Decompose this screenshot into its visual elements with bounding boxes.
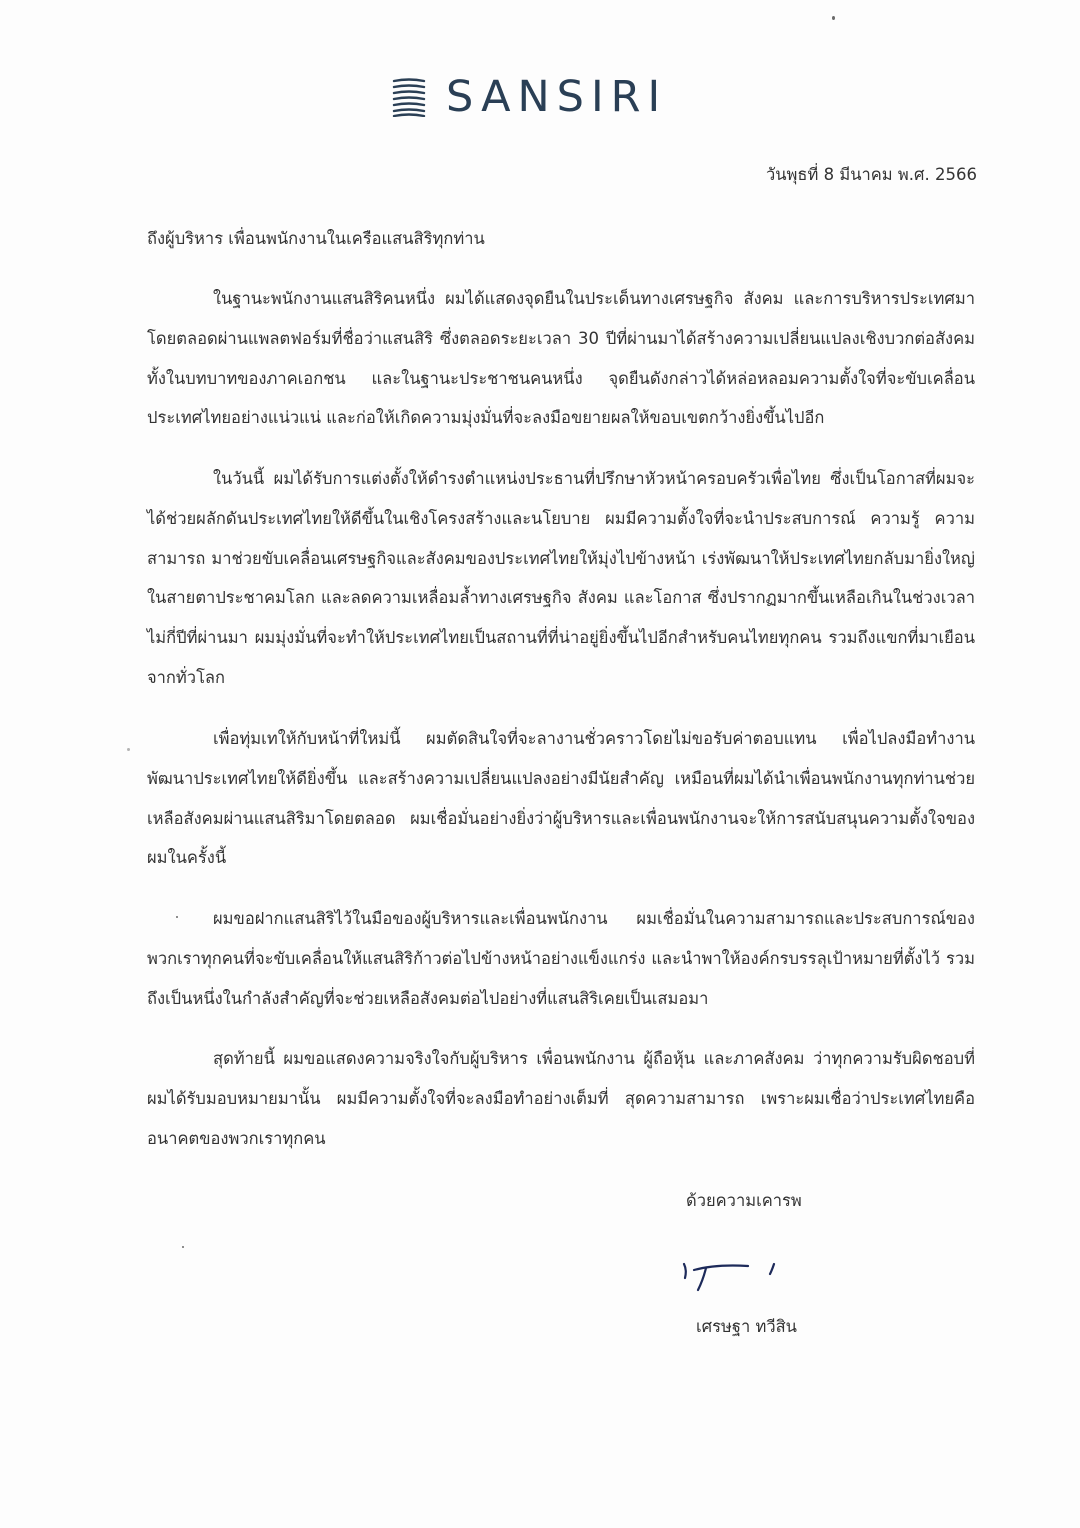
salutation: ถึงผู้บริหาร เพื่อนพนักงานในเครือแสนสิริทุกท่าน <box>147 229 485 248</box>
signer-name: เศรษฐา ทวีสิน <box>696 1317 797 1336</box>
paragraph-text: ในฐานะพนักงานแสนสิริคนหนึ่ง ผมได้แสดงจุดยืนในประเด็นทางเศรษฐกิจ สังคม และการบริหารประเทศมาโดยตลอดผ่านแพลตฟอร์มที่ชื่อว่าแสนสิริ ซึ่งตลอดระยะเวลา 30 ปีที่ผ่านมาได้สร้างความเปลี่ยนแปลงเชิงบวกต่อสังคม ทั้งในบทบาทของภาคเอกชน และในฐานะประชาชนคนหนึ่ง จุดยืนดังกล่าวได้หล่อหลอมความตั้งใจที่จะขับเคลื่อนประเทศไทยอย่างแน่วแน่ และก่อให้เกิดความมุ่งมั่นที่จะลงมือขยายผลให้ขอบเขตกว้างยิ่งขึ้นไปอีก <box>147 289 975 428</box>
sansiri-mark-icon <box>392 77 426 117</box>
paragraph-5 <box>147 1039 975 1158</box>
paper-speck <box>127 748 130 751</box>
closing-phrase: ด้วยความเคารพ <box>686 1191 802 1210</box>
paragraph-text: สุดท้ายนี้ ผมขอแสดงความจริงใจกับผู้บริหาร เพื่อนพนักงาน ผู้ถือหุ้น และภาคสังคม ว่าทุกความรับผิดชอบที่ผมได้รับมอบหมายมานั้น ผมมีความตั้งใจที่จะลงมือทำอย่างเต็มที่ สุดความสามารถ เพราะผมเชื่อว่าประเทศไทยคืออนาคตของพวกเราทุกคน <box>147 1049 975 1148</box>
paragraph-3 <box>147 719 975 878</box>
paragraph-2 <box>147 459 975 698</box>
letterhead-logo <box>392 74 667 120</box>
brand-name: SANSIRI <box>446 72 668 122</box>
paper-speck <box>182 1246 184 1248</box>
handwritten-signature <box>676 1256 786 1296</box>
paper-speck <box>832 16 835 20</box>
paragraph-text: เพื่อทุ่มเทให้กับหน้าที่ใหม่นี้ ผมตัดสินใจที่จะลางานชั่วคราวโดยไม่ขอรับค่าตอบแทน เพื่อไปลงมือทำงานพัฒนาประเทศไทยให้ดียิ่งขึ้น และสร้างความเปลี่ยนแปลงอย่างมีนัยสำคัญ เหมือนที่ผมได้นำเพื่อนพนักงานทุกท่านช่วยเหลือสังคมผ่านแสนสิริมาโดยตลอด ผมเชื่อมั่นอย่างยิ่งว่าผู้บริหารและเพื่อนพนักงานจะให้การสนับสนุนความตั้งใจของผมในครั้งนี้ <box>147 729 975 868</box>
paragraph-1 <box>147 279 975 438</box>
paragraph-4 <box>147 899 975 1018</box>
letter-date: วันพุธที่ 8 มีนาคม พ.ศ. 2566 <box>765 165 977 184</box>
paragraph-text: ในวันนี้ ผมได้รับการแต่งตั้งให้ดำรงตำแหน่งประธานที่ปรึกษาหัวหน้าครอบครัวเพื่อไทย ซึ่งเป็นโอกาสที่ผมจะได้ช่วยผลักดันประเทศไทยให้ดีขึ้นในเชิงโครงสร้างและนโยบาย ผมมีความตั้งใจที่จะนำประสบการณ์ ความรู้ ความสามารถ มาช่วยขับเคลื่อนเศรษฐกิจและสังคมของประเทศไทยให้มุ่งไปข้างหน้า เร่งพัฒนาให้ประเทศไทยกลับมายิ่งใหญ่ในสายตาประชาคมโลก และลดความเหลื่อมล้ำทางเศรษฐกิจ สังคม และโอกาส ซึ่งปรากฏมากขึ้นเหลือเกินในช่วงเวลาไม่กี่ปีที่ผ่านมา ผมมุ่งมั่นที่จะทำให้ประเทศไทยเป็นสถานที่ที่น่าอยู่ยิ่งขึ้นไปอีกสำหรับคนไทยทุกคน รวมถึงแขกที่มาเยือนจากทั่วโลก <box>147 469 975 687</box>
paper-speck <box>176 916 178 918</box>
paragraph-text: ผมขอฝากแสนสิริไว้ในมือของผู้บริหารและเพื่อนพนักงาน ผมเชื่อมั่นในความสามารถและประสบการณ์ของพวกเราทุกคนที่จะขับเคลื่อนให้แสนสิริก้าวต่อไปข้างหน้าอย่างแข็งแกร่ง และนำพาให้องค์กรบรรลุเป้าหมายที่ตั้งไว้ รวมถึงเป็นหนึ่งในกำลังสำคัญที่จะช่วยเหลือสังคมต่อไปอย่างที่แสนสิริเคยเป็นเสมอมา <box>147 909 975 1008</box>
